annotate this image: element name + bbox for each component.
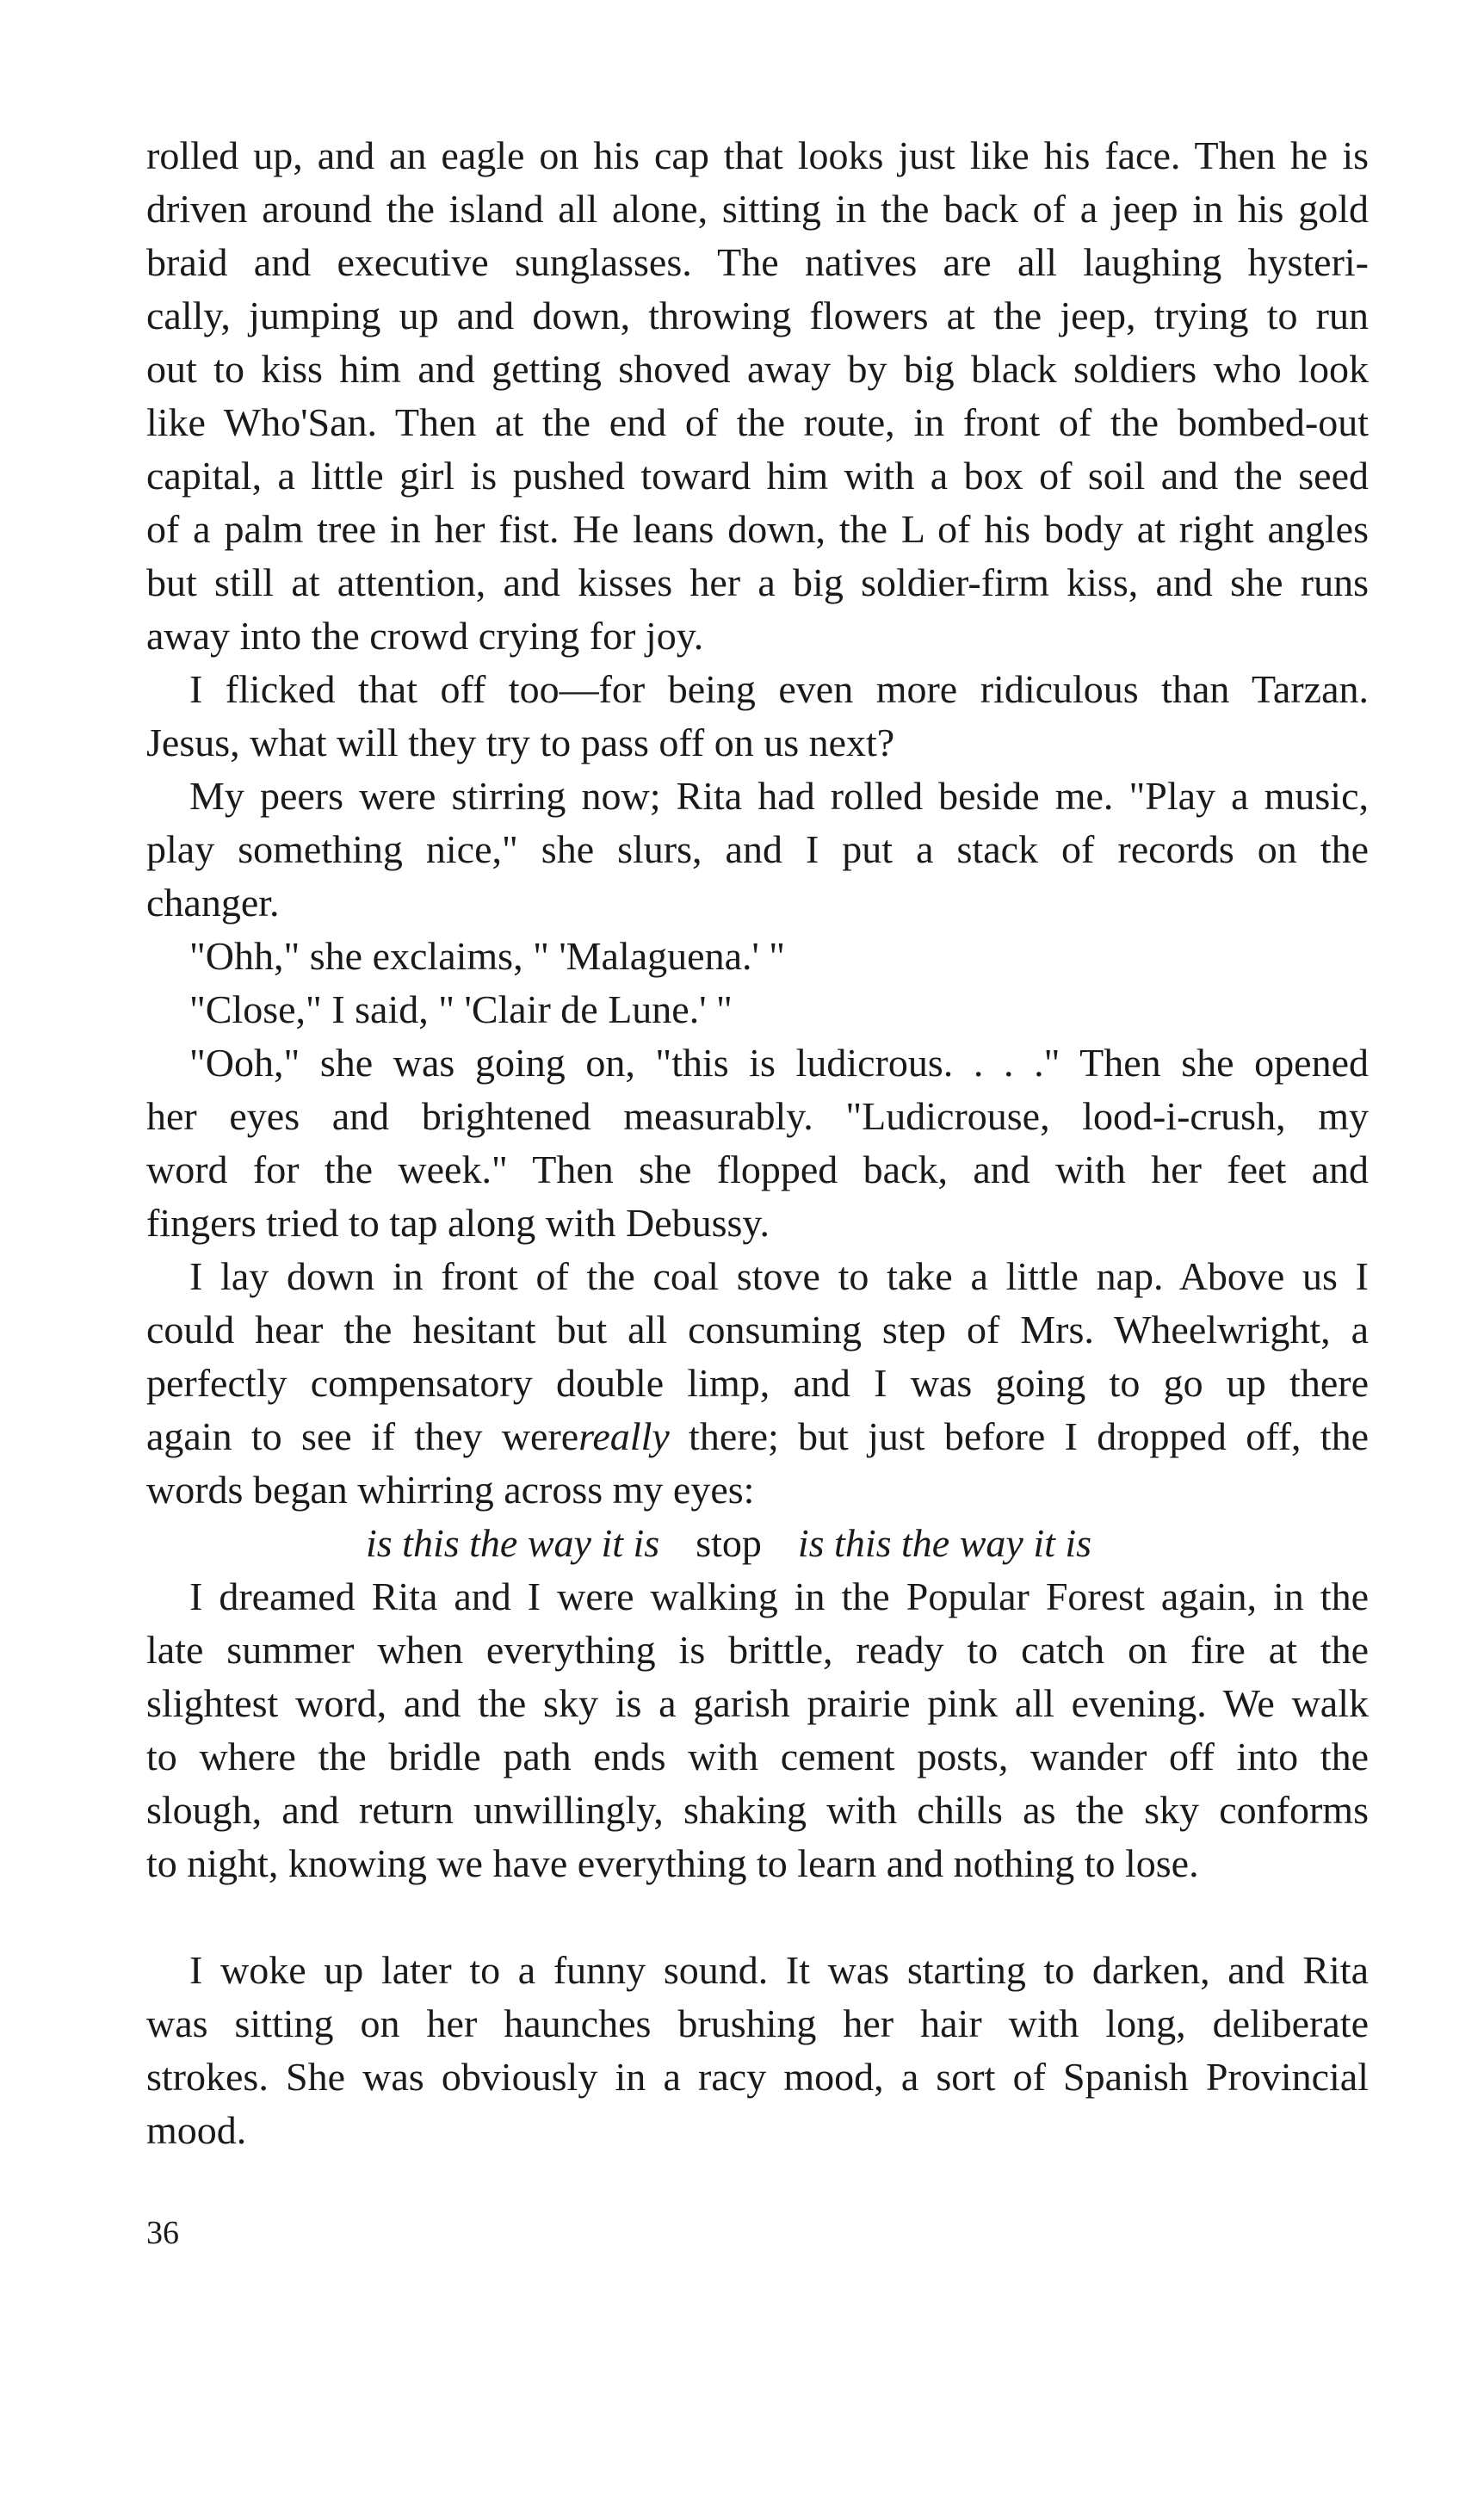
text-line: mood. — [146, 2108, 247, 2152]
text-line: braid and executive sunglasses. The natives are all laughing hysteri- — [146, 240, 1369, 284]
italic-run: really — [578, 1414, 670, 1458]
paragraph — [146, 1250, 1369, 1517]
text-line: could hear the hesitant but all consuming step of Mrs. Wheelwright, a — [146, 1308, 1369, 1351]
text-line: words began whirring across my eyes: — [146, 1468, 755, 1512]
text-line: changer. — [146, 881, 280, 925]
paragraph — [146, 663, 1369, 770]
paragraph — [146, 1036, 1369, 1250]
section-break — [146, 1890, 1369, 1944]
text-line: fingers tried to tap along with Debussy. — [146, 1201, 770, 1245]
text-line: of a palm tree in her fist. He leans down, the L of his body at right angles — [146, 507, 1369, 551]
text-line: out to kiss him and getting shoved away by big black soldiers who look — [146, 347, 1369, 391]
text-line: I flicked that off too—for being even more ridiculous than Tarzan. — [189, 667, 1369, 711]
text-line: slightest word, and the sky is a garish prairie pink all evening. We walk — [146, 1681, 1369, 1725]
text-line: away into the crowd crying for joy. — [146, 614, 704, 658]
paragraph — [146, 129, 1369, 663]
text-line: I lay down in front of the coal stove to take a little nap. Above us I — [189, 1254, 1369, 1298]
text-line: rolled up, and an eagle on his cap that looks just like his face. Then he is — [146, 133, 1369, 177]
refrain-phrase: is this the way it is — [366, 1521, 660, 1565]
refrain-phrase: is this the way it is — [797, 1521, 1092, 1565]
text-line: play something nice," she slurs, and I put a stack of records on the — [146, 827, 1369, 871]
text-run: again to see if they were — [146, 1414, 579, 1458]
text-line: capital, a little girl is pushed toward him with a box of soil and the seed — [146, 454, 1369, 498]
text-line: to night, knowing we have everything to learn and nothing to lose. — [146, 1841, 1199, 1885]
text-line: perfectly compensatory double limp, and I was going to go up there — [146, 1361, 1369, 1405]
text-run: there; but just before I dropped off, the — [669, 1414, 1369, 1458]
text-line: to where the bridle path ends with cement posts, wander off into the — [146, 1735, 1369, 1778]
text-line: slough, and return unwillingly, shaking with chills as the sky conforms — [146, 1788, 1369, 1832]
refrain-line — [146, 1517, 1369, 1570]
text-line: driven around the island all alone, sitting in the back of a jeep in his gold — [146, 187, 1369, 231]
text-line: like Who'San. Then at the end of the route, in front of the bombed-out — [146, 400, 1369, 444]
paragraph — [146, 1570, 1369, 1890]
text-line: "Close," I said, " 'Clair de Lune.' " — [189, 987, 733, 1031]
text-line: "Ooh," she was going on, "this is ludicrous. . . ." Then she opened — [189, 1041, 1369, 1085]
text-line: I dreamed Rita and I were walking in the Popular Forest again, in the — [189, 1574, 1369, 1618]
text-line: I woke up later to a funny sound. It was starting to darken, and Rita — [189, 1948, 1369, 1992]
page-number: 36 — [146, 2215, 179, 2251]
text-line: "Ohh," she exclaims, " 'Malaguena.' " — [189, 934, 786, 978]
paragraph — [146, 983, 1369, 1036]
text-line: her eyes and brightened measurably. "Ludicrouse, lood-i-crush, my — [146, 1094, 1369, 1138]
text-line — [146, 1410, 1369, 1463]
page-body — [146, 129, 1369, 2157]
text-line: but still at attention, and kisses her a big soldier-firm kiss, and she runs — [146, 560, 1369, 604]
text-line: word for the week." Then she flopped back, and with her feet and — [146, 1147, 1369, 1191]
text-line: Jesus, what will they try to pass off on us next? — [146, 721, 895, 764]
text-line: strokes. She was obviously in a racy mood, a sort of Spanish Provincial — [146, 2055, 1369, 2099]
paragraph — [146, 1944, 1369, 2157]
text-line: cally, jumping up and down, throwing flowers at the jeep, trying to run — [146, 294, 1369, 337]
text-line: was sitting on her haunches brushing her hair with long, deliberate — [146, 2001, 1369, 2045]
paragraph — [146, 930, 1369, 983]
text-line: My peers were stirring now; Rita had rolled beside me. "Play a music, — [189, 774, 1369, 818]
paragraph — [146, 770, 1369, 930]
text-line: late summer when everything is brittle, ready to catch on fire at the — [146, 1628, 1369, 1672]
refrain-stop: stop — [696, 1521, 762, 1565]
